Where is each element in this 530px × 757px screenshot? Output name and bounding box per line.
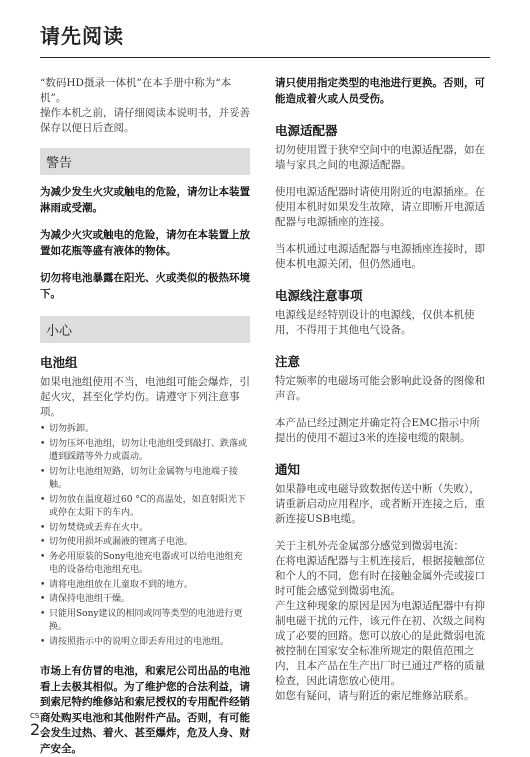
list-item: • 只能用Sony建议的相同或同等类型的电池进行更换。 <box>40 608 250 635</box>
attention-heading: 注意 <box>275 354 301 369</box>
adaptor-heading: 电源适配器 <box>275 123 338 138</box>
page-title: 请先阅读 <box>40 24 124 48</box>
list-item: • 请将电池组放在儿童取不到的地方。 <box>40 579 250 593</box>
leakage-current-heading: 关于主机外壳金属部分感觉到微弱电流： <box>275 540 464 552</box>
list-item: • 切勿拆卸。 <box>40 423 250 437</box>
page-number: 2 <box>30 720 41 739</box>
replace-battery-text: 请只使用指定类型的电池进行更换。否则，可能造成着火或人员受伤。 <box>275 77 485 105</box>
language-code: CS <box>30 712 40 720</box>
adaptor-text-2: 使用电源适配器时请使用附近的电源插座。在使用本机时如果发生故障，请立即断开电源适配器与电源插座的连接。 <box>275 186 485 228</box>
list-item: • 切勿焚烧或丢弃在火中。 <box>40 522 250 536</box>
left-column <box>40 76 250 757</box>
list-item: • 切勿放在温度超过60 °C的高温处，如直射阳光下或停在太阳下的车内。 <box>40 494 250 521</box>
right-column <box>275 76 485 704</box>
title-divider <box>40 57 490 58</box>
battery-heading: 电池组 <box>40 355 78 370</box>
attention-text-1: 特定频率的电磁场可能会影响此设备的图像和声音。 <box>275 375 485 402</box>
list-item: • 务必用原装的Sony电池充电器或可以给电池组充电的设备给电池组充电。 <box>40 551 250 578</box>
power-cord-text: 电源线是经特别设计的电源线，仅供本机使用，不得用于其他电气设备。 <box>275 309 475 336</box>
adaptor-text-1: 切勿使用置于狭窄空间中的电源适配器，如在墙与家具之间的电源适配器。 <box>275 144 485 171</box>
list-item: • 请保持电池组干燥。 <box>40 593 250 607</box>
leakage-current-text-3: 如您有疑问，请与附近的索尼维修站联系。 <box>275 690 475 702</box>
warning-liquid: 为减少火灾或触电的危险，请勿在本装置上放置如花瓶等盛有液体的物体。 <box>40 229 250 257</box>
battery-text: 如果电池组使用不当，电池组可能会爆炸，引起火灾，甚至化学灼伤。请遵守下列注意事项。 <box>40 376 250 418</box>
list-item: • 切勿压坏电池组，切勿让电池组受到敲打、跌落或遭到踩踏等外力或震动。 <box>40 438 250 465</box>
power-cord-heading: 电源线注意事项 <box>275 288 363 303</box>
notice-text: 如果静电或电磁导致数据传送中断（失败），请重新启动应用程序，或者断开连接之后，重新连接USB电缆。 <box>275 483 485 525</box>
warning-rain: 为减少发生火灾或触电的危险，请勿让本装置淋雨或受潮。 <box>40 186 250 214</box>
battery-precautions-list <box>40 423 250 649</box>
list-item: • 切勿使用损坏或漏液的锂离子电池。 <box>40 536 250 550</box>
adaptor-text-3: 当本机通过电源适配器与电源插座连接时，即使本机电源关闭，但仍然通电。 <box>275 243 485 270</box>
leakage-current-text-1: 在将电源适配器与主机连接后，根据接触部位和个人的不同，您有时在接触金属外壳或接口时可能会感觉到微弱电流。 <box>275 555 485 597</box>
counterfeit-warning: 市场上有仿冒的电池，和索尼公司出品的电池看上去极其相似。为了维护您的合法利益，请到索尼特约维修站和索尼授权的专用配件经销商处购买电池和其他附件产品。否则，有可能会发生过热、着火、甚至爆炸，危及人身、财产安全。 <box>40 665 250 755</box>
intro-text: “数码HD摄录一体机”在本手册中称为“本机”。 <box>40 77 232 104</box>
notice-heading: 通知 <box>275 462 301 477</box>
caution-heading: 小心 <box>40 316 250 343</box>
leakage-current-text-2: 产生这种现象的原因是因为电源适配器中有抑制电磁干扰的元件，该元件在初、次级之间构成了必要的回路。您可以放心的是此微弱电流被控制在国家安全标准所规定的限值范围之内，且本产品在生产出厂时已通过严格的质量检查，因此请您放心使用。 <box>275 600 485 687</box>
intro-text-2: 操作本机之前，请仔细阅读本说明书，并妥善保存以便日后查阅。 <box>40 107 250 134</box>
list-item: • 切勿让电池组短路，切勿让金属物与电池端子接触。 <box>40 466 250 493</box>
warning-heading: 警告 <box>40 148 250 175</box>
attention-text-2: 本产品已经过测定并确定符合EMC指示中所提出的使用不超过3米的连接电缆的限制。 <box>275 417 480 444</box>
warning-heat: 切勿将电池暴露在阳光、火或类似的极热环境下。 <box>40 272 250 300</box>
list-item: • 请按照指示中的说明立即丢弃用过的电池组。 <box>40 636 250 650</box>
